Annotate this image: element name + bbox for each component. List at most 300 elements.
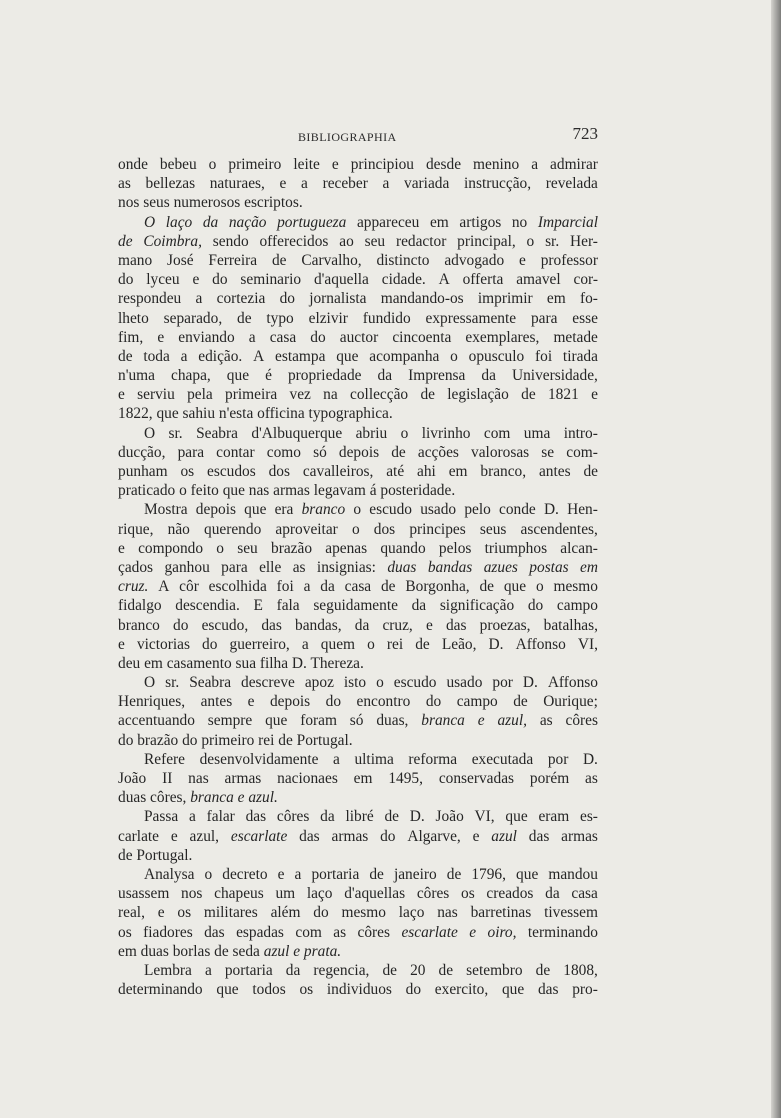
word: a: [301, 175, 308, 193]
word: toda: [143, 347, 170, 365]
word: e: [118, 539, 125, 557]
word: E: [253, 597, 263, 615]
word: todos: [252, 981, 286, 999]
word: para: [221, 558, 248, 576]
italic-word: em: [580, 558, 598, 576]
text-line: [118, 577, 598, 596]
word: guerreiro,: [229, 635, 290, 653]
word: e: [192, 271, 200, 289]
word: tirada: [562, 347, 598, 365]
running-title: BIBLIOGRAPHIA: [298, 130, 397, 144]
word: usado: [446, 674, 483, 692]
word: quando: [380, 539, 426, 557]
word: rique,: [118, 520, 154, 538]
word: azul,: [189, 827, 220, 845]
word: professor: [540, 251, 598, 269]
word: José: [167, 251, 194, 269]
text-line: [118, 385, 598, 404]
word: sempre: [207, 712, 253, 730]
word: insignias:: [316, 558, 376, 576]
word: do: [279, 290, 295, 308]
word: de: [391, 443, 406, 461]
word: cidade.: [381, 271, 426, 289]
word: variada: [404, 175, 450, 193]
word: jornalista: [309, 290, 367, 308]
word: nacionaes: [277, 770, 338, 787]
word: A: [253, 347, 265, 365]
word: elzivir: [308, 309, 348, 327]
word: na: [323, 386, 338, 404]
word: quem: [320, 635, 355, 653]
word: redactor: [395, 232, 447, 250]
word: principal,: [457, 232, 516, 250]
word: Seabra: [189, 674, 232, 692]
word: triumphos: [484, 539, 548, 557]
word: do: [310, 328, 326, 346]
word: seminario: [240, 271, 302, 289]
word: fidalgo: [118, 597, 162, 615]
text-line: [118, 731, 598, 750]
word: Seabra: [196, 424, 238, 442]
word: imprimir: [477, 290, 533, 308]
word: exercito,: [434, 981, 489, 999]
word: cor-: [573, 271, 598, 289]
word: côres: [565, 712, 598, 730]
word: bellezas: [145, 175, 196, 193]
word: de: [446, 865, 462, 883]
word: militares: [203, 904, 258, 922]
italic-word: postas: [529, 558, 569, 576]
word: Algarve,: [407, 827, 461, 845]
word: da: [411, 597, 427, 615]
word: çados: [118, 558, 154, 576]
word: das: [299, 827, 320, 845]
italic-word: nação: [228, 213, 267, 231]
word: das: [204, 923, 225, 941]
word: onde: [118, 156, 148, 173]
italic-word: de: [118, 232, 133, 250]
word: do: [405, 981, 422, 999]
word: das: [261, 616, 282, 634]
word: D.: [543, 501, 559, 519]
word: A: [158, 578, 170, 596]
word: João: [435, 808, 464, 826]
text-line: [118, 750, 598, 769]
word: ultima: [354, 750, 394, 768]
word: e: [118, 386, 125, 404]
word: que: [216, 981, 239, 999]
text-line: [118, 596, 598, 615]
italic-word: azul,: [497, 712, 527, 730]
word: por: [547, 750, 569, 768]
word: de: [369, 865, 384, 883]
word: foi: [276, 578, 294, 596]
word: Borgonha,: [405, 578, 470, 596]
word: batalhas,: [543, 616, 598, 634]
word: armas: [224, 770, 262, 787]
italic-word: portugueza: [277, 213, 347, 231]
word: em: [429, 213, 449, 231]
word: n'uma: [118, 367, 155, 385]
text-line: [118, 788, 598, 807]
italic-word: cruz.: [118, 578, 149, 596]
word: depois: [338, 443, 380, 461]
word: de: [271, 251, 287, 269]
word: branco,: [480, 463, 527, 480]
word: leite: [293, 156, 320, 173]
word: pelo: [464, 501, 491, 519]
text-span: do brazão do primeiro rei de Portugal.: [118, 731, 353, 749]
text-line: [118, 769, 598, 788]
word: revelada: [545, 175, 598, 193]
text-line: [118, 443, 598, 462]
word: do: [118, 271, 134, 289]
word: a: [248, 328, 256, 346]
word: reforma: [408, 750, 458, 768]
word: primeiro: [228, 156, 282, 173]
word: livrinho: [421, 424, 471, 442]
word: armas: [561, 827, 598, 845]
word: fim,: [118, 328, 144, 346]
word: côres: [416, 885, 450, 903]
word: libré: [345, 808, 374, 826]
word: naturaes,: [209, 175, 265, 193]
word: casa: [571, 885, 598, 903]
word: os: [299, 981, 314, 999]
text-line: [118, 232, 598, 251]
italic-word: escarlate: [230, 827, 288, 845]
word: separado,: [163, 309, 223, 327]
word: fo-: [579, 290, 598, 308]
word: e: [157, 328, 165, 346]
word: cortezia: [216, 290, 266, 308]
word: a: [188, 808, 196, 826]
word: Ferreira: [208, 251, 258, 269]
italic-text: branca e azul.: [190, 789, 278, 807]
text-line: [118, 884, 598, 903]
word: e: [170, 827, 178, 845]
text-line: [118, 404, 598, 423]
word: seguidamente: [313, 597, 398, 615]
word: e: [519, 251, 526, 269]
word: depois: [269, 693, 311, 711]
text-span: 1822, que sahiu n'esta officina typographica.: [118, 405, 393, 423]
word: que: [516, 865, 539, 883]
italic-word: e: [477, 712, 485, 730]
text-line: [118, 903, 598, 922]
word: cruz,: [382, 616, 413, 634]
word: as: [585, 770, 598, 787]
word: VI,: [474, 808, 495, 826]
word: victorias: [136, 635, 190, 653]
word: pro-: [572, 981, 598, 999]
word: do: [325, 693, 342, 711]
word: fiadores: [143, 923, 193, 941]
word: sr.: [165, 674, 180, 692]
word: de: [479, 578, 495, 596]
word: côres: [357, 923, 391, 941]
word: advogado: [444, 251, 505, 269]
word: laço: [398, 904, 425, 922]
word: e: [331, 156, 339, 173]
word: bebeu: [159, 156, 197, 173]
word: offerta: [462, 271, 504, 289]
italic-word: Coimbra,: [143, 232, 202, 250]
word: sr.: [545, 232, 560, 250]
word: respondeu: [118, 290, 182, 308]
italic-word: O: [144, 213, 156, 231]
word: falar: [206, 808, 235, 826]
text-line: [118, 366, 598, 385]
word: individuos: [326, 981, 392, 999]
word: e: [157, 904, 165, 922]
word: em: [546, 290, 566, 308]
word: intro-: [563, 424, 598, 442]
word: querendo: [204, 520, 262, 538]
word: es-: [579, 808, 598, 826]
text-line: [118, 500, 598, 519]
word: mesmo: [341, 904, 386, 922]
text-line: [118, 174, 598, 193]
word: creados: [486, 885, 534, 903]
word: desenvolvidamente: [199, 750, 319, 768]
word: primeira: [225, 386, 278, 404]
word: usado: [420, 501, 457, 519]
word: do: [313, 904, 329, 922]
word: de: [384, 808, 400, 826]
word: de: [583, 463, 598, 480]
word: sr.: [168, 424, 183, 442]
italic-word: oiro,: [487, 923, 517, 941]
word: D.: [409, 808, 425, 826]
word: da: [545, 885, 560, 903]
italic-word: branca: [421, 712, 465, 730]
word: Refere: [144, 750, 186, 768]
word: escudo,: [201, 616, 249, 634]
word: de: [382, 961, 397, 979]
text-line: [118, 328, 598, 347]
italic-word: branco: [301, 501, 346, 519]
word: aproveitar: [275, 520, 338, 538]
word: para: [177, 443, 205, 461]
word: das: [245, 808, 267, 826]
text-span: de Portugal.: [118, 846, 193, 864]
word: e: [247, 693, 255, 711]
word: Leão,: [441, 635, 477, 653]
word: Imprensa: [408, 367, 466, 385]
word: apenas: [325, 539, 368, 557]
word: de: [535, 961, 551, 979]
word: os: [177, 904, 192, 922]
word: nos: [181, 885, 203, 903]
word: O: [144, 674, 156, 692]
word: isto: [343, 674, 367, 692]
word: dos: [373, 520, 396, 538]
word: fundido: [362, 309, 411, 327]
word: o: [400, 424, 409, 442]
word: antes: [200, 693, 233, 711]
word: o: [204, 865, 213, 883]
word: opusculo: [468, 347, 525, 365]
word: setembro: [466, 961, 523, 979]
word: do: [425, 693, 442, 711]
text-line: [118, 673, 598, 692]
text-line: [118, 520, 598, 539]
word: ganhou: [164, 558, 210, 576]
word: alcan-: [560, 539, 598, 557]
word: portaria: [311, 865, 360, 883]
word: a: [204, 961, 212, 979]
text-line: [118, 289, 598, 308]
word: escudo: [369, 501, 413, 519]
text-span: em duas borlas de seda: [118, 942, 264, 960]
word: real,: [118, 904, 145, 922]
word: que: [505, 808, 528, 826]
word: uma: [523, 424, 551, 442]
word: que: [501, 981, 525, 999]
word: se: [541, 443, 555, 461]
word: do: [527, 597, 544, 615]
word: Mostra: [144, 501, 188, 519]
text-line: [118, 980, 598, 999]
word: rei: [386, 635, 404, 653]
word: mandando-os: [380, 290, 464, 308]
word: de: [237, 309, 252, 327]
word: branco: [118, 616, 160, 634]
word: da: [320, 808, 335, 826]
word: de: [118, 347, 133, 365]
word: côres: [276, 808, 310, 826]
word: por: [492, 674, 513, 692]
text-line: [118, 807, 598, 826]
page-header: [118, 122, 598, 146]
word: 20: [410, 961, 426, 979]
text-line: [118, 347, 598, 366]
word: determinando: [118, 981, 203, 999]
word: o: [535, 578, 544, 596]
text-line: [118, 865, 598, 884]
text-line: [118, 193, 598, 212]
word: nas: [437, 904, 458, 922]
word: ascendentes,: [520, 520, 598, 538]
word: Ourique;: [543, 693, 598, 711]
word: o: [353, 501, 362, 519]
word: 1495,: [388, 770, 423, 787]
text-line: [118, 635, 598, 654]
word: Henriques,: [118, 693, 186, 711]
word: da: [481, 367, 496, 385]
word: 1808,: [563, 961, 598, 979]
word: appareceu: [356, 213, 420, 231]
word: o: [376, 674, 384, 692]
word: das: [528, 827, 550, 845]
word: seu: [237, 539, 258, 557]
word: A: [438, 271, 450, 289]
word: a: [301, 635, 309, 653]
word: typo: [266, 309, 294, 327]
word: os: [461, 885, 475, 903]
word: fala: [276, 597, 300, 615]
word: II: [162, 770, 173, 787]
word: lheto: [118, 309, 149, 327]
word: acções: [417, 443, 459, 461]
word: o: [208, 156, 217, 173]
word: João: [118, 770, 147, 787]
word: encontro: [356, 693, 411, 711]
word: no: [511, 213, 528, 231]
word: campo: [456, 693, 498, 711]
word: foram: [300, 712, 337, 730]
word: depois: [195, 501, 236, 519]
word: auctor: [339, 328, 379, 346]
word: dos: [268, 463, 290, 480]
word: de: [380, 578, 396, 596]
word: nas: [188, 770, 209, 787]
word: a: [382, 175, 390, 193]
word: d'Albuquerque: [251, 424, 343, 442]
text-line: [118, 846, 598, 865]
text-line: [118, 942, 598, 961]
text-line: [118, 692, 598, 711]
word: chapa,: [171, 367, 211, 385]
italic-word: escarlate: [401, 923, 458, 941]
word: exemplares,: [465, 328, 540, 346]
word: era: [274, 501, 294, 519]
word: receber: [322, 175, 368, 193]
word: principes: [409, 520, 466, 538]
text-line: [118, 616, 598, 635]
word: edição.: [198, 347, 243, 365]
word: metade: [553, 328, 598, 346]
word: que: [265, 712, 288, 730]
word: esse: [572, 309, 598, 327]
word: D.: [582, 750, 598, 768]
word: lyceu: [146, 271, 180, 289]
text-line: [118, 462, 598, 481]
text-line: [118, 654, 598, 673]
word: um: [275, 885, 296, 903]
word: enviando: [178, 328, 235, 346]
word: pelos: [438, 539, 472, 557]
word: d'aquellas: [344, 885, 406, 903]
word: D.: [522, 674, 538, 692]
word: as: [539, 712, 553, 730]
word: janeiro: [393, 865, 437, 883]
word: o: [526, 232, 535, 250]
word: propriedade: [287, 367, 362, 385]
word: que: [503, 578, 527, 596]
word: Universidade,: [511, 367, 598, 385]
word: em: [448, 463, 468, 480]
word: o: [367, 635, 375, 653]
word: Hen-: [567, 501, 598, 519]
italic-word: e: [469, 923, 477, 941]
word: só: [349, 712, 364, 730]
italic-text: azul e prata.: [263, 942, 342, 960]
text-line: [118, 558, 598, 577]
word: para: [530, 309, 558, 327]
word: significação: [439, 597, 515, 615]
word: instrucção,: [464, 175, 532, 193]
word: a: [294, 865, 302, 883]
word: expressamente: [425, 309, 517, 327]
text-line: [118, 270, 598, 289]
word: armas: [331, 827, 369, 845]
word: espadas: [236, 923, 284, 941]
word: seu: [364, 232, 386, 250]
word: e: [277, 865, 285, 883]
word: cincoenta: [392, 328, 452, 346]
